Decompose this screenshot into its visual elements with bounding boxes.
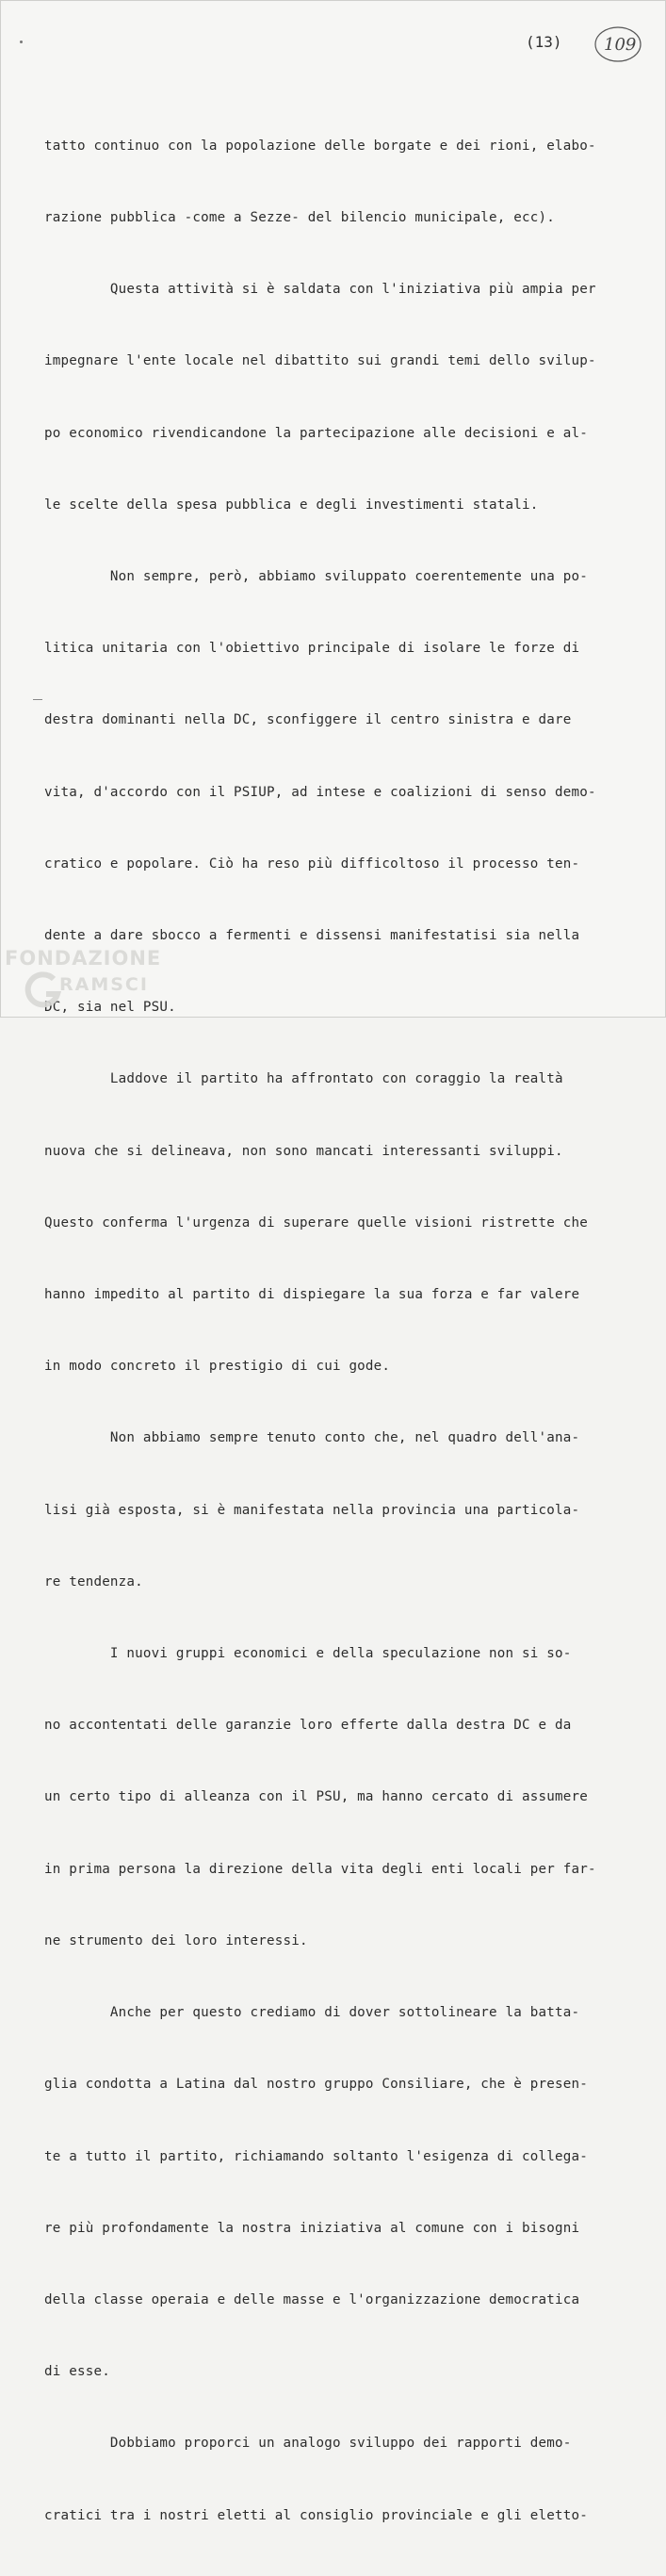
text-line: tatto continuo con la popolazione delle borgate e dei rioni, elabo- [44,138,596,154]
text-line: litica unitaria con l'obiettivo principale di isolare le forze di [44,641,580,657]
text-line: dente a dare sbocco a fermenti e dissensi manifestatisi sia nella [44,928,580,944]
text-line: di esse. [44,2364,110,2380]
margin-mark [33,699,42,700]
text-line: Questo conferma l'urgenza di superare quelle visioni ristrette che [44,1215,588,1231]
text-line: Non abbiamo sempre tenuto conto che, nel quadro dell'ana- [44,1430,580,1446]
text-line: re più profondamente la nostra iniziativa al comune con i bisogni [44,2220,580,2236]
gramsci-logo-icon [25,971,63,1009]
text-line: po economico rivendicandone la partecipazione alle decisioni e al- [44,425,588,441]
ink-speck [20,41,23,43]
text-line: un certo tipo di alleanza con il PSU, ma hanno cercato di assumere [44,1789,588,1805]
text-line: impegnare l'ente locale nel dibattito sui grandi temi dello svilup- [44,353,596,369]
watermark-line2: RAMSCI [59,974,149,995]
text-line: lisi già esposta, si è manifestata nella provincia una particola- [44,1502,580,1518]
text-line: Anche per questo crediamo di dover sottolineare la batta- [44,2005,580,2021]
text-line: Questa attività si è saldata con l'iniziativa più ampia per [44,282,596,298]
text-line: destra dominanti nella DC, sconfiggere il centro sinistra e dare [44,712,572,728]
text-line: Dobbiamo proporci un analogo sviluppo dei rapporti demo- [44,2436,572,2452]
handwritten-page-number [593,24,643,65]
text-line: ne strumento dei loro interessi. [44,1932,308,1948]
text-line: vita, d'accordo con il PSIUP, ad intese e coalizioni di senso demo- [44,784,596,800]
text-line: glia condotta a Latina dal nostro gruppo Consiliare, che è presen- [44,2077,588,2093]
text-line: della classe operaia e delle masse e l'organizzazione democratica [44,2291,580,2307]
text-line: Non sempre, però, abbiamo sviluppato coerentemente una po- [44,569,588,585]
text-line: Laddove il partito ha affrontato con coraggio la realtà [44,1071,563,1087]
text-line: razione pubblica -come a Sezze- del bilencio municipale, ecc). [44,210,555,226]
text-line: in modo concreto il prestigio di cui gode. [44,1359,391,1375]
text-line: I nuovi gruppi economici e della speculazione non si so- [44,1646,572,1662]
text-line: hanno impedito al partito di dispiegare la sua forza e far valere [44,1287,580,1303]
svg-text:109: 109 [604,35,637,55]
text-line: te a tutto il partito, richiamando soltanto l'esigenza di collega- [44,2148,588,2164]
text-line: cratico e popolare. Ciò ha reso più difficoltoso il processo ten- [44,856,580,872]
text-line: no accontentati delle garanzie loro efferte dalla destra DC e da [44,1718,572,1734]
page-number: (13) [526,33,562,51]
text-line: le scelte della spesa pubblica e degli investimenti statali. [44,497,539,513]
watermark-line1: FONDAZIONE [5,947,162,970]
text-line: nuova che si delineava, non sono mancati interessanti sviluppi. [44,1143,563,1159]
typed-body-text [44,87,600,2576]
watermark [1,943,180,1019]
text-line: re tendenza. [44,1573,143,1590]
text-line: cratici tra i nostri eletti al consiglio provinciale e gli eletto- [44,2507,588,2523]
text-line: DC, sia nel PSU. [44,1000,176,1016]
text-line: in prima persona la direzione della vita degli enti locali per far- [44,1861,596,1877]
